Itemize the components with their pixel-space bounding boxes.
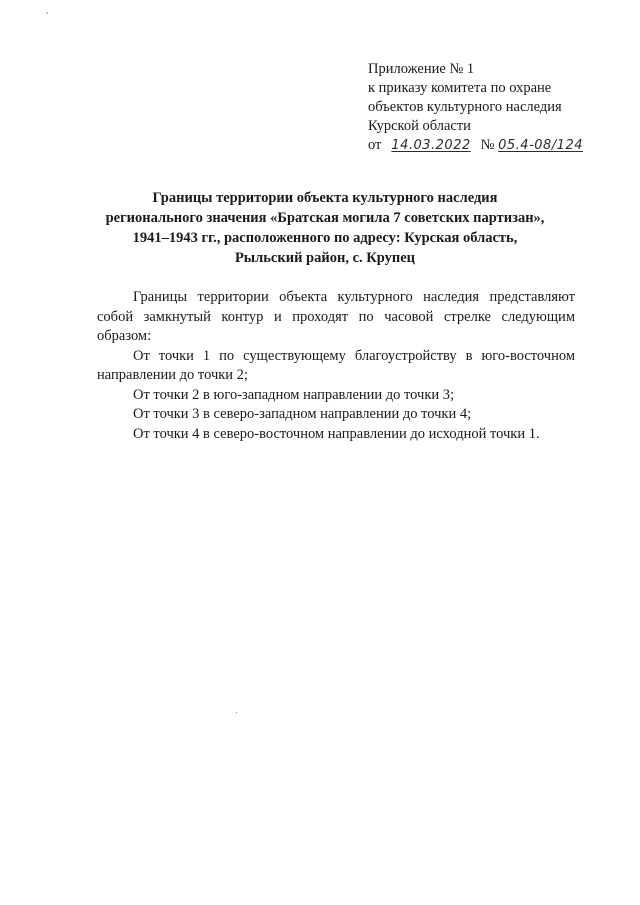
appendix-committee: объектов культурного наследия xyxy=(368,99,562,115)
scan-speck xyxy=(236,712,237,713)
order-number-label: № xyxy=(480,137,495,153)
body-paragraph: От точки 4 в северо-восточном направлении до исходной точки 1. xyxy=(133,425,540,442)
document-title xyxy=(90,188,560,268)
title-line: Рыльский район, с. Крупец xyxy=(234,250,416,266)
scan-speck xyxy=(47,13,48,14)
document-body xyxy=(97,288,575,444)
title-line: регионального значения «Братская могила 7 советских партизан», xyxy=(105,210,545,226)
body-paragraph: От точки 2 в юго-западном направлении до точки 3; xyxy=(133,386,455,403)
appendix-number: Приложение № 1 xyxy=(368,61,475,77)
appendix-region: Курской области xyxy=(368,118,471,134)
body-paragraph: От точки 3 в северо-западном направлении до точки 4; xyxy=(133,406,472,422)
body-paragraph: Границы территории объекта культурного наследия представляют собой замкнутый контур и проходят по часовой стрелке следующим образом: xyxy=(97,289,575,344)
order-date-number-line xyxy=(368,136,618,155)
order-date-handwritten: 14.03.2022 xyxy=(391,138,471,153)
title-line: 1941–1943 гг., расположенного по адресу: Курская область, xyxy=(132,230,518,246)
title-line: Границы территории объекта культурного наследия xyxy=(152,190,498,206)
body-paragraph: От точки 1 по существующему благоустройству в юго-восточном направлении до точки 2; xyxy=(97,347,575,383)
appendix-header xyxy=(368,60,618,155)
order-number-handwritten: 05.4-08/124 xyxy=(498,138,583,153)
appendix-order-ref: к приказу комитета по охране xyxy=(368,80,552,96)
order-from-label: от xyxy=(368,137,382,153)
